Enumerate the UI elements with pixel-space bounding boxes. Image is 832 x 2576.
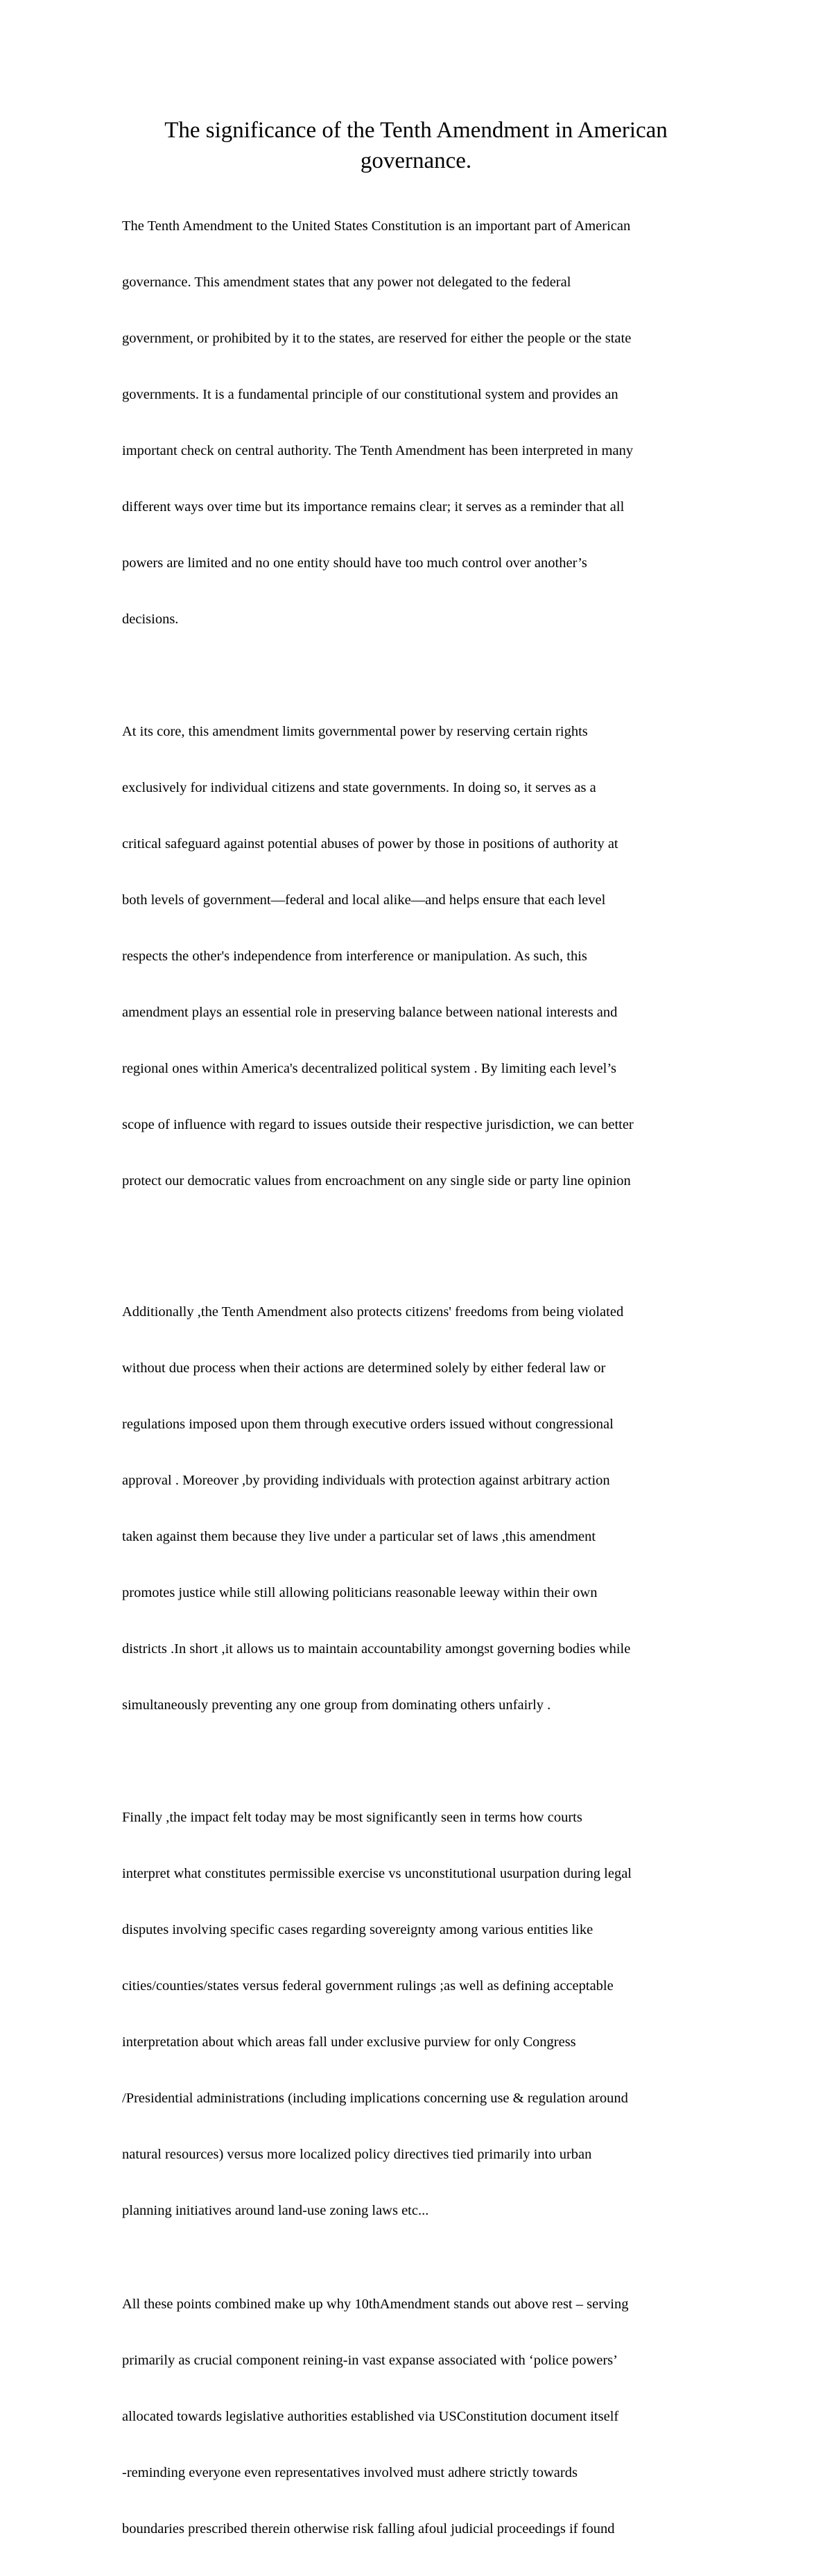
text-line: The Tenth Amendment to the United States Constitution is an important part of American <box>122 218 631 234</box>
text-line: amendment plays an essential role in preserving balance between national interests and <box>122 1005 618 1020</box>
text-line: governance. This amendment states that any power not delegated to the federal <box>122 275 571 290</box>
text-line: approval . Moreover ,by providing individuals with protection against arbitrary action <box>122 1473 610 1488</box>
paragraph-intro <box>122 180 718 666</box>
text-line: At its core, this amendment limits governmental power by reserving certain rights <box>122 724 588 739</box>
paragraph-conclusion <box>122 2258 718 2576</box>
text-line: respects the other's independence from interference or manipulation. As such, this <box>122 949 587 964</box>
text-line: powers are limited and no one entity should have too much control over another’s <box>122 555 587 571</box>
document-title <box>104 115 728 176</box>
text-line: exclusively for individual citizens and state governments. In doing so, it serves as a <box>122 780 596 795</box>
text-line: decisions. <box>122 612 179 627</box>
paragraph-additionally <box>122 1265 718 1752</box>
text-line: taken against them because they live under a particular set of laws ,this amendment <box>122 1529 596 1544</box>
text-line: regional ones within America's decentralized political system . By limiting each level’s <box>122 1061 617 1076</box>
text-line: disputes involving specific cases regarding sovereignty among various entities like <box>122 1922 593 1937</box>
text-line: Finally ,the impact felt today may be most significantly seen in terms how courts <box>122 1810 582 1825</box>
text-line: interpret what constitutes permissible exercise vs unconstitutional usurpation during legal <box>122 1866 632 1881</box>
text-line: without due process when their actions are determined solely by either federal law or <box>122 1360 606 1376</box>
text-line: primarily as crucial component reining-in vast expanse associated with ‘police powers’ <box>122 2353 618 2368</box>
text-line: Additionally ,the Tenth Amendment also protects citizens' freedoms from being violated <box>122 1304 624 1320</box>
text-line: natural resources) versus more localized policy directives tied primarily into urban <box>122 2147 592 2162</box>
title-line: governance. <box>360 148 472 173</box>
text-line: All these points combined make up why 10thAmendment stands out above rest – serving <box>122 2297 629 2312</box>
text-line: -reminding everyone even representatives involved must adhere strictly towards <box>122 2465 578 2480</box>
paragraph-spacer <box>122 1752 718 1771</box>
paragraph-core <box>122 685 718 1228</box>
paragraph-finally <box>122 1771 718 2258</box>
paragraph-spacer <box>122 666 718 685</box>
text-line: planning initiatives around land-use zoning laws etc... <box>122 2203 429 2218</box>
text-line: regulations imposed upon them through executive orders issued without congressional <box>122 1417 614 1432</box>
text-line: different ways over time but its importance remains clear; it serves as a reminder that all <box>122 499 625 515</box>
text-line: important check on central authority. The Tenth Amendment has been interpreted in many <box>122 443 634 458</box>
paragraph-spacer <box>122 1228 718 1265</box>
text-line: scope of influence with regard to issues outside their respective jurisdiction, we can better <box>122 1117 634 1132</box>
text-line: both levels of government—federal and local alike—and helps ensure that each level <box>122 892 606 908</box>
text-line: districts .In short ,it allows us to maintain accountability amongst governing bodies while <box>122 1641 631 1657</box>
title-line: The significance of the Tenth Amendment in American <box>164 118 668 143</box>
text-line: /Presidential administrations (including implications concerning use & regulation around <box>122 2091 628 2106</box>
document-body <box>122 180 718 2576</box>
text-line: simultaneously preventing any one group from dominating others unfairly . <box>122 1697 551 1713</box>
text-line: promotes justice while still allowing politicians reasonable leeway within their own <box>122 1585 598 1600</box>
text-line: government, or prohibited by it to the states, are reserved for either the people or the state <box>122 331 632 346</box>
text-line: allocated towards legislative authorities established via USConstitution document itself <box>122 2409 619 2424</box>
text-line: interpretation about which areas fall under exclusive purview for only Congress <box>122 2034 576 2050</box>
text-line: governments. It is a fundamental principle of our constitutional system and provides an <box>122 387 618 402</box>
text-line: cities/counties/states versus federal government rulings ;as well as defining acceptable <box>122 1978 614 1994</box>
text-line: protect our democratic values from encroachment on any single side or party line opinion <box>122 1173 631 1188</box>
text-line: critical safeguard against potential abuses of power by those in positions of authority at <box>122 836 618 852</box>
text-line: boundaries prescribed therein otherwise risk falling afoul judicial proceedings if found <box>122 2521 615 2536</box>
